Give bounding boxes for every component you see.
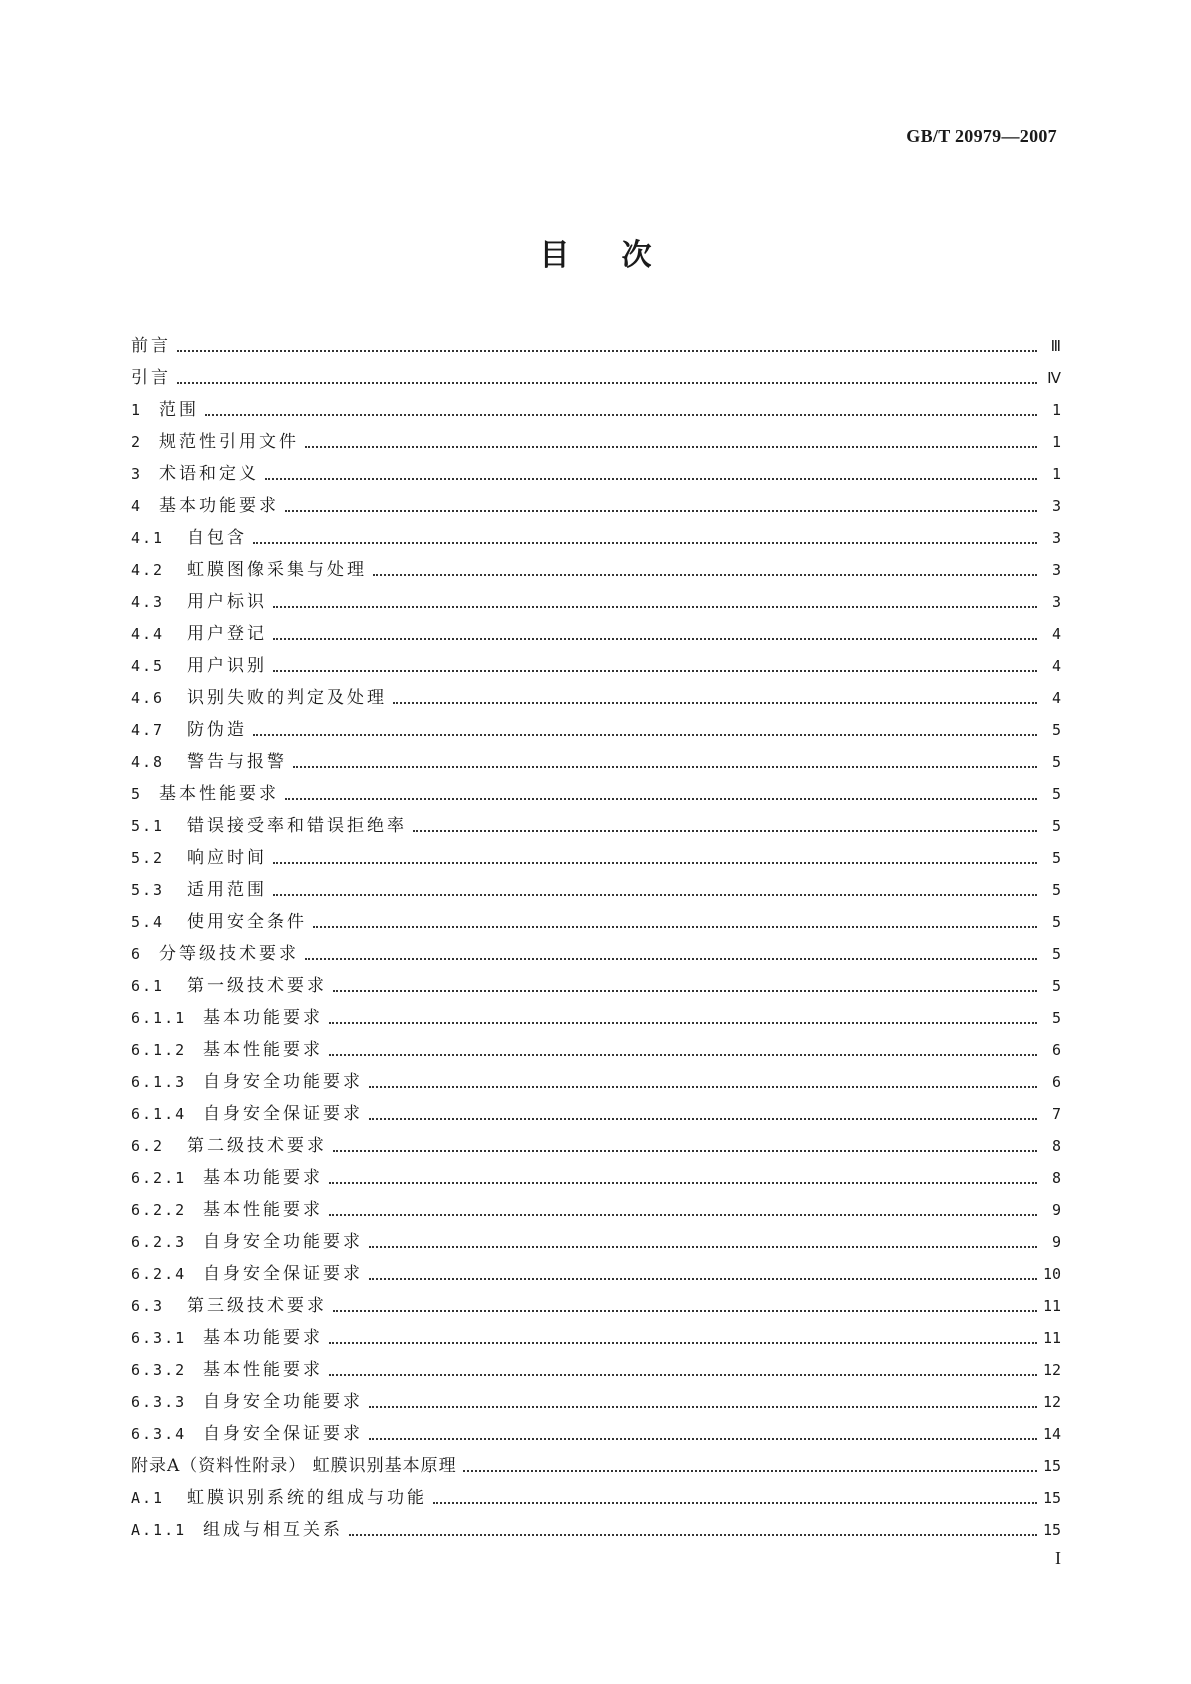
toc-leader-dots <box>273 874 1037 906</box>
toc-entry[interactable] <box>131 1290 1061 1322</box>
toc-entry-number: 6.2.4 <box>131 1265 187 1283</box>
toc-entry-number: 4.3 <box>131 593 165 611</box>
toc-entry[interactable] <box>131 938 1061 970</box>
toc-entry-number: 6.1.3 <box>131 1073 187 1091</box>
toc-leader-dots <box>253 714 1037 746</box>
toc-entry-page: 3 <box>1051 497 1061 515</box>
toc-entry-number: 6.3.2 <box>131 1361 187 1379</box>
toc-entry-page: 5 <box>1051 721 1061 739</box>
toc-entry[interactable] <box>131 970 1061 1002</box>
toc-leader-dots <box>369 1258 1037 1290</box>
toc-entry-label: 组成与相互关系 <box>203 1520 343 1540</box>
toc-entry-label: 自身安全保证要求 <box>203 1424 363 1444</box>
toc-leader-dots <box>329 1002 1037 1034</box>
toc-entry-label: 适用范围 <box>187 880 267 900</box>
toc-leader-dots <box>305 426 1037 458</box>
toc-entry[interactable] <box>131 1386 1061 1418</box>
toc-entry[interactable] <box>131 330 1061 362</box>
toc-entry-page: 4 <box>1051 657 1061 675</box>
toc-leader-dots <box>273 650 1037 682</box>
toc-entry-page: 15 <box>1042 1457 1061 1475</box>
toc-entry-label: 识别失败的判定及处理 <box>187 688 387 708</box>
toc-entry-label: 防伪造 <box>187 720 247 740</box>
toc-leader-dots <box>329 1354 1037 1386</box>
toc-entry-number: 5.4 <box>131 913 165 931</box>
toc-entry-label: 自身安全功能要求 <box>203 1072 363 1092</box>
toc-entry[interactable] <box>131 682 1061 714</box>
toc-entry-number: 6.3 <box>131 1297 165 1315</box>
toc-entry[interactable] <box>131 522 1061 554</box>
toc-entry-label: 虹膜图像采集与处理 <box>187 560 367 580</box>
toc-entry-label: 基本功能要求 <box>203 1168 323 1188</box>
toc-entry-page: 8 <box>1051 1137 1061 1155</box>
toc-entry-page: 7 <box>1051 1105 1061 1123</box>
toc-entry-page: 5 <box>1051 817 1061 835</box>
toc-entry-number: 6.1.1 <box>131 1009 187 1027</box>
toc-entry[interactable] <box>131 1514 1061 1546</box>
standard-code: GB/T 20979—2007 <box>906 126 1057 146</box>
toc-leader-dots <box>253 522 1037 554</box>
toc-entry-label: 自包含 <box>187 528 247 548</box>
toc-entry-number: 6 <box>131 945 143 963</box>
toc-leader-dots <box>369 1066 1037 1098</box>
toc-entry-number: 4.2 <box>131 561 165 579</box>
toc-entry[interactable] <box>131 874 1061 906</box>
toc-entry-page: 11 <box>1042 1297 1061 1315</box>
toc-entry-page: 5 <box>1051 1009 1061 1027</box>
toc-entry-number: 2 <box>131 433 143 451</box>
toc-leader-dots <box>329 1162 1037 1194</box>
toc-entry-number: 6.2 <box>131 1137 165 1155</box>
toc-entry-page: Ⅲ <box>1050 337 1061 355</box>
toc-entry-page: 6 <box>1051 1073 1061 1091</box>
toc-entry[interactable] <box>131 1226 1061 1258</box>
toc-entry[interactable] <box>131 618 1061 650</box>
toc-entry-page: 9 <box>1051 1233 1061 1251</box>
toc-entry-page: 12 <box>1042 1361 1061 1379</box>
toc-entry-label: 虹膜识别系统的组成与功能 <box>187 1488 427 1508</box>
toc-entry-label: 基本性能要求 <box>203 1040 323 1060</box>
toc-entry-number: 6.2.3 <box>131 1233 187 1251</box>
toc-entry-page: 6 <box>1051 1041 1061 1059</box>
toc-entry[interactable] <box>131 714 1061 746</box>
toc-entry-page: 8 <box>1051 1169 1061 1187</box>
toc-entry[interactable] <box>131 1194 1061 1226</box>
toc-entry-label: 基本性能要求 <box>203 1360 323 1380</box>
toc-entry-label: 自身安全功能要求 <box>203 1392 363 1412</box>
toc-entry-label: 规范性引用文件 <box>159 432 299 452</box>
toc-entry[interactable] <box>131 490 1061 522</box>
toc-entry-label: 范围 <box>159 400 199 420</box>
toc-entry-number: 5.2 <box>131 849 165 867</box>
toc-entry-number: 4 <box>131 497 143 515</box>
toc-entry-number: 4.7 <box>131 721 165 739</box>
toc-entry-label: 用户识别 <box>187 656 267 676</box>
toc-entry-number: 6.3.3 <box>131 1393 187 1411</box>
page-number: I <box>1055 1548 1061 1568</box>
toc-entry-label: 自身安全保证要求 <box>203 1104 363 1124</box>
toc-entry[interactable] <box>131 1322 1061 1354</box>
toc-entry[interactable] <box>131 586 1061 618</box>
toc-entry-number: 5 <box>131 785 143 803</box>
toc-entry-label: 分等级技术要求 <box>159 944 299 964</box>
toc-leader-dots <box>333 970 1037 1002</box>
toc-entry-page: 15 <box>1042 1489 1061 1507</box>
toc-entry-label: 基本功能要求 <box>159 496 279 516</box>
toc-entry-page: Ⅳ <box>1047 369 1061 387</box>
toc-entry-page: 15 <box>1042 1521 1061 1539</box>
toc-entry-label: 错误接受率和错误拒绝率 <box>187 816 407 836</box>
page-title: 目次 <box>539 238 704 273</box>
toc-leader-dots <box>333 1290 1037 1322</box>
toc-entry-label: 用户登记 <box>187 624 267 644</box>
toc-leader-dots <box>205 394 1037 426</box>
toc-entry-number: A.1 <box>131 1489 165 1507</box>
toc-entry-page: 1 <box>1051 401 1061 419</box>
toc-leader-dots <box>369 1418 1037 1450</box>
toc-leader-dots <box>313 906 1037 938</box>
toc-entry[interactable] <box>131 906 1061 938</box>
toc-entry-label: 引言 <box>131 368 171 388</box>
toc-entry-label: 自身安全保证要求 <box>203 1264 363 1284</box>
toc-entry[interactable] <box>131 1418 1061 1450</box>
toc-entry-page: 12 <box>1042 1393 1061 1411</box>
toc-entry-label: 基本性能要求 <box>159 784 279 804</box>
toc-entry[interactable] <box>131 426 1061 458</box>
toc-entry[interactable] <box>131 778 1061 810</box>
toc-leader-dots <box>369 1226 1037 1258</box>
toc-leader-dots <box>285 490 1037 522</box>
toc-leader-dots <box>369 1386 1037 1418</box>
toc-entry-label: 响应时间 <box>187 848 267 868</box>
toc-entry[interactable] <box>131 1034 1061 1066</box>
toc-entry-number: 6.2.2 <box>131 1201 187 1219</box>
toc-leader-dots <box>293 746 1037 778</box>
toc-leader-dots <box>373 554 1037 586</box>
toc-entry-label: 警告与报警 <box>187 752 287 772</box>
toc-leader-dots <box>369 1098 1037 1130</box>
toc-entry-number: 5.3 <box>131 881 165 899</box>
toc-entry[interactable] <box>131 1162 1061 1194</box>
toc-entry[interactable] <box>131 1066 1061 1098</box>
toc-entry-page: 3 <box>1051 593 1061 611</box>
toc-entry[interactable] <box>131 1450 1061 1482</box>
toc-entry-label: 第三级技术要求 <box>187 1296 327 1316</box>
toc-entry-page: 11 <box>1042 1329 1061 1347</box>
toc-entry[interactable] <box>131 650 1061 682</box>
toc-entry-page: 14 <box>1042 1425 1061 1443</box>
toc-entry-page: 5 <box>1051 849 1061 867</box>
toc-entry[interactable] <box>131 394 1061 426</box>
toc-leader-dots <box>329 1034 1037 1066</box>
toc-entry-label: 使用安全条件 <box>187 912 307 932</box>
toc-entry[interactable] <box>131 1258 1061 1290</box>
toc-entry-number: 4.6 <box>131 689 165 707</box>
toc-entry-label: 前言 <box>131 336 171 356</box>
toc-entry-number: 6.1.4 <box>131 1105 187 1123</box>
toc-entry-page: 10 <box>1042 1265 1061 1283</box>
toc-entry-label: 附录A（资料性附录） 虹膜识别基本原理 <box>131 1456 457 1476</box>
toc-entry[interactable] <box>131 1002 1061 1034</box>
toc-entry-number: 6.2.1 <box>131 1169 187 1187</box>
toc-leader-dots <box>177 362 1037 394</box>
toc-entry-label: 自身安全功能要求 <box>203 1232 363 1252</box>
toc-entry-page: 3 <box>1051 529 1061 547</box>
toc-leader-dots <box>273 842 1037 874</box>
toc-entry-label: 术语和定义 <box>159 464 259 484</box>
toc-leader-dots <box>329 1194 1037 1226</box>
toc-leader-dots <box>433 1482 1037 1514</box>
table-of-contents <box>131 330 1061 1546</box>
toc-entry[interactable] <box>131 1098 1061 1130</box>
toc-entry-page: 5 <box>1051 753 1061 771</box>
toc-entry-number: 4.1 <box>131 529 165 547</box>
toc-entry-page: 3 <box>1051 561 1061 579</box>
toc-entry-page: 5 <box>1051 881 1061 899</box>
toc-leader-dots <box>305 938 1037 970</box>
toc-entry-page: 4 <box>1051 625 1061 643</box>
toc-entry-number: 4.8 <box>131 753 165 771</box>
toc-entry-label: 基本功能要求 <box>203 1008 323 1028</box>
toc-entry-label: 第二级技术要求 <box>187 1136 327 1156</box>
toc-entry[interactable] <box>131 842 1061 874</box>
toc-entry-page: 9 <box>1051 1201 1061 1219</box>
toc-entry[interactable] <box>131 1354 1061 1386</box>
toc-entry-page: 5 <box>1051 913 1061 931</box>
toc-entry-label: 第一级技术要求 <box>187 976 327 996</box>
toc-leader-dots <box>273 618 1037 650</box>
toc-entry-page: 5 <box>1051 945 1061 963</box>
toc-entry-page: 5 <box>1051 977 1061 995</box>
toc-leader-dots <box>393 682 1037 714</box>
toc-leader-dots <box>463 1450 1037 1482</box>
toc-entry-label: 基本性能要求 <box>203 1200 323 1220</box>
toc-entry-number: 1 <box>131 401 143 419</box>
toc-entry-number: 5.1 <box>131 817 165 835</box>
toc-leader-dots <box>177 330 1037 362</box>
toc-leader-dots <box>349 1514 1037 1546</box>
toc-entry[interactable] <box>131 362 1061 394</box>
toc-entry-number: 4.4 <box>131 625 165 643</box>
toc-entry-number: 6.1 <box>131 977 165 995</box>
toc-entry[interactable] <box>131 458 1061 490</box>
toc-entry[interactable] <box>131 1482 1061 1514</box>
toc-entry[interactable] <box>131 1130 1061 1162</box>
toc-entry-number: 6.3.1 <box>131 1329 187 1347</box>
toc-leader-dots <box>329 1322 1037 1354</box>
toc-leader-dots <box>273 586 1037 618</box>
toc-entry-number: 6.3.4 <box>131 1425 187 1443</box>
toc-leader-dots <box>265 458 1037 490</box>
toc-entry-number: 6.1.2 <box>131 1041 187 1059</box>
toc-leader-dots <box>285 778 1037 810</box>
toc-entry-number: 3 <box>131 465 143 483</box>
toc-entry-label: 基本功能要求 <box>203 1328 323 1348</box>
toc-leader-dots <box>413 810 1037 842</box>
toc-entry-label: 用户标识 <box>187 592 267 612</box>
toc-leader-dots <box>333 1130 1037 1162</box>
toc-entry-number: A.1.1 <box>131 1521 187 1539</box>
toc-entry-number: 4.5 <box>131 657 165 675</box>
toc-entry-page: 1 <box>1051 433 1061 451</box>
toc-entry[interactable] <box>131 554 1061 586</box>
toc-entry-page: 4 <box>1051 689 1061 707</box>
toc-entry-page: 1 <box>1051 465 1061 483</box>
toc-entry-page: 5 <box>1051 785 1061 803</box>
toc-entry[interactable] <box>131 746 1061 778</box>
toc-entry[interactable] <box>131 810 1061 842</box>
